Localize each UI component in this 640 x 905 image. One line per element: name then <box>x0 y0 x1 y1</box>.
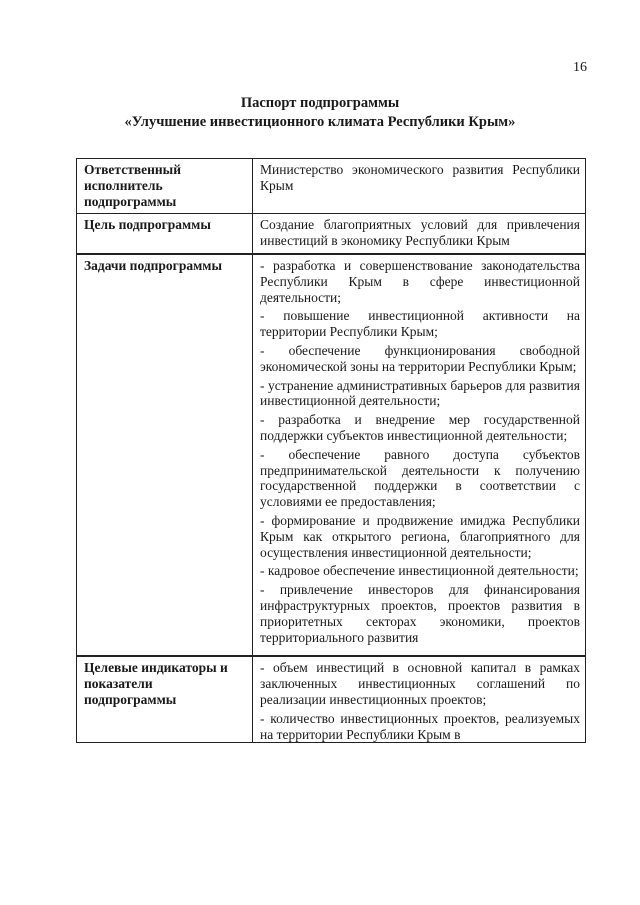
responsible-label: Ответственный исполнитель подпрограммы <box>77 159 253 214</box>
table-row-responsible <box>77 159 586 214</box>
tasks-list <box>253 254 586 656</box>
task-item: - разработка и совершенствование законодательства Республики Крым в сфере инвестиционной деятельности; <box>260 257 580 305</box>
task-item: - обеспечение равного доступа субъектов предпринимательской деятельности к получению государственной поддержки в соответствии с условиями ее предоставления; <box>260 446 580 510</box>
indicators-label: Целевые индикаторы и показатели подпрограммы <box>77 656 253 742</box>
title-line-2: «Улучшение инвестиционного климата Республики Крым» <box>124 114 516 130</box>
title-line-1: Паспорт подпрограммы <box>240 95 400 111</box>
indicator-item: - объем инвестиций в основной капитал в рамках заключенных инвестиционных соглашений по реализации инвестиционных проектов; <box>260 660 580 707</box>
tasks-label: Задачи подпрограммы <box>77 254 253 656</box>
task-item: - повышение инвестиционной активности на территории Республики Крым; <box>260 308 580 340</box>
responsible-value: Министерство экономического развития Республики Крым <box>253 159 586 214</box>
table-row-tasks <box>77 254 586 656</box>
table-row-indicators <box>77 656 586 742</box>
indicators-list <box>253 656 586 742</box>
document-title <box>0 94 640 132</box>
task-item: - разработка и внедрение мер государственной поддержки субъектов инвестиционной деятельности; <box>260 412 580 443</box>
page-number: 16 <box>573 60 587 75</box>
passport-table <box>76 158 586 743</box>
task-item: - привлечение инвесторов для финансирования инфраструктурных проектов, проектов развития в приоритетных секторах экономики, проектов территориального развития <box>260 582 580 645</box>
task-item: - формирование и продвижение имиджа Республики Крым как открытого региона, благоприятного для осуществления инвестиционной деятельности; <box>260 512 580 560</box>
task-item: - обеспечение функционирования свободной экономической зоны на территории Республики Крым; <box>260 342 580 374</box>
goal-value: Создание благоприятных условий для привлечения инвестиций в экономику Республики Крым <box>253 214 586 254</box>
table-row-goal <box>77 214 586 254</box>
indicator-item: - количество инвестиционных проектов, реализуемых на территории Республики Крым в <box>260 710 580 742</box>
task-item: - устранение административных барьеров для развития инвестиционной деятельности; <box>260 377 580 409</box>
task-item: - кадровое обеспечение инвестиционной деятельности; <box>260 563 579 579</box>
goal-label: Цель подпрограммы <box>77 214 253 254</box>
